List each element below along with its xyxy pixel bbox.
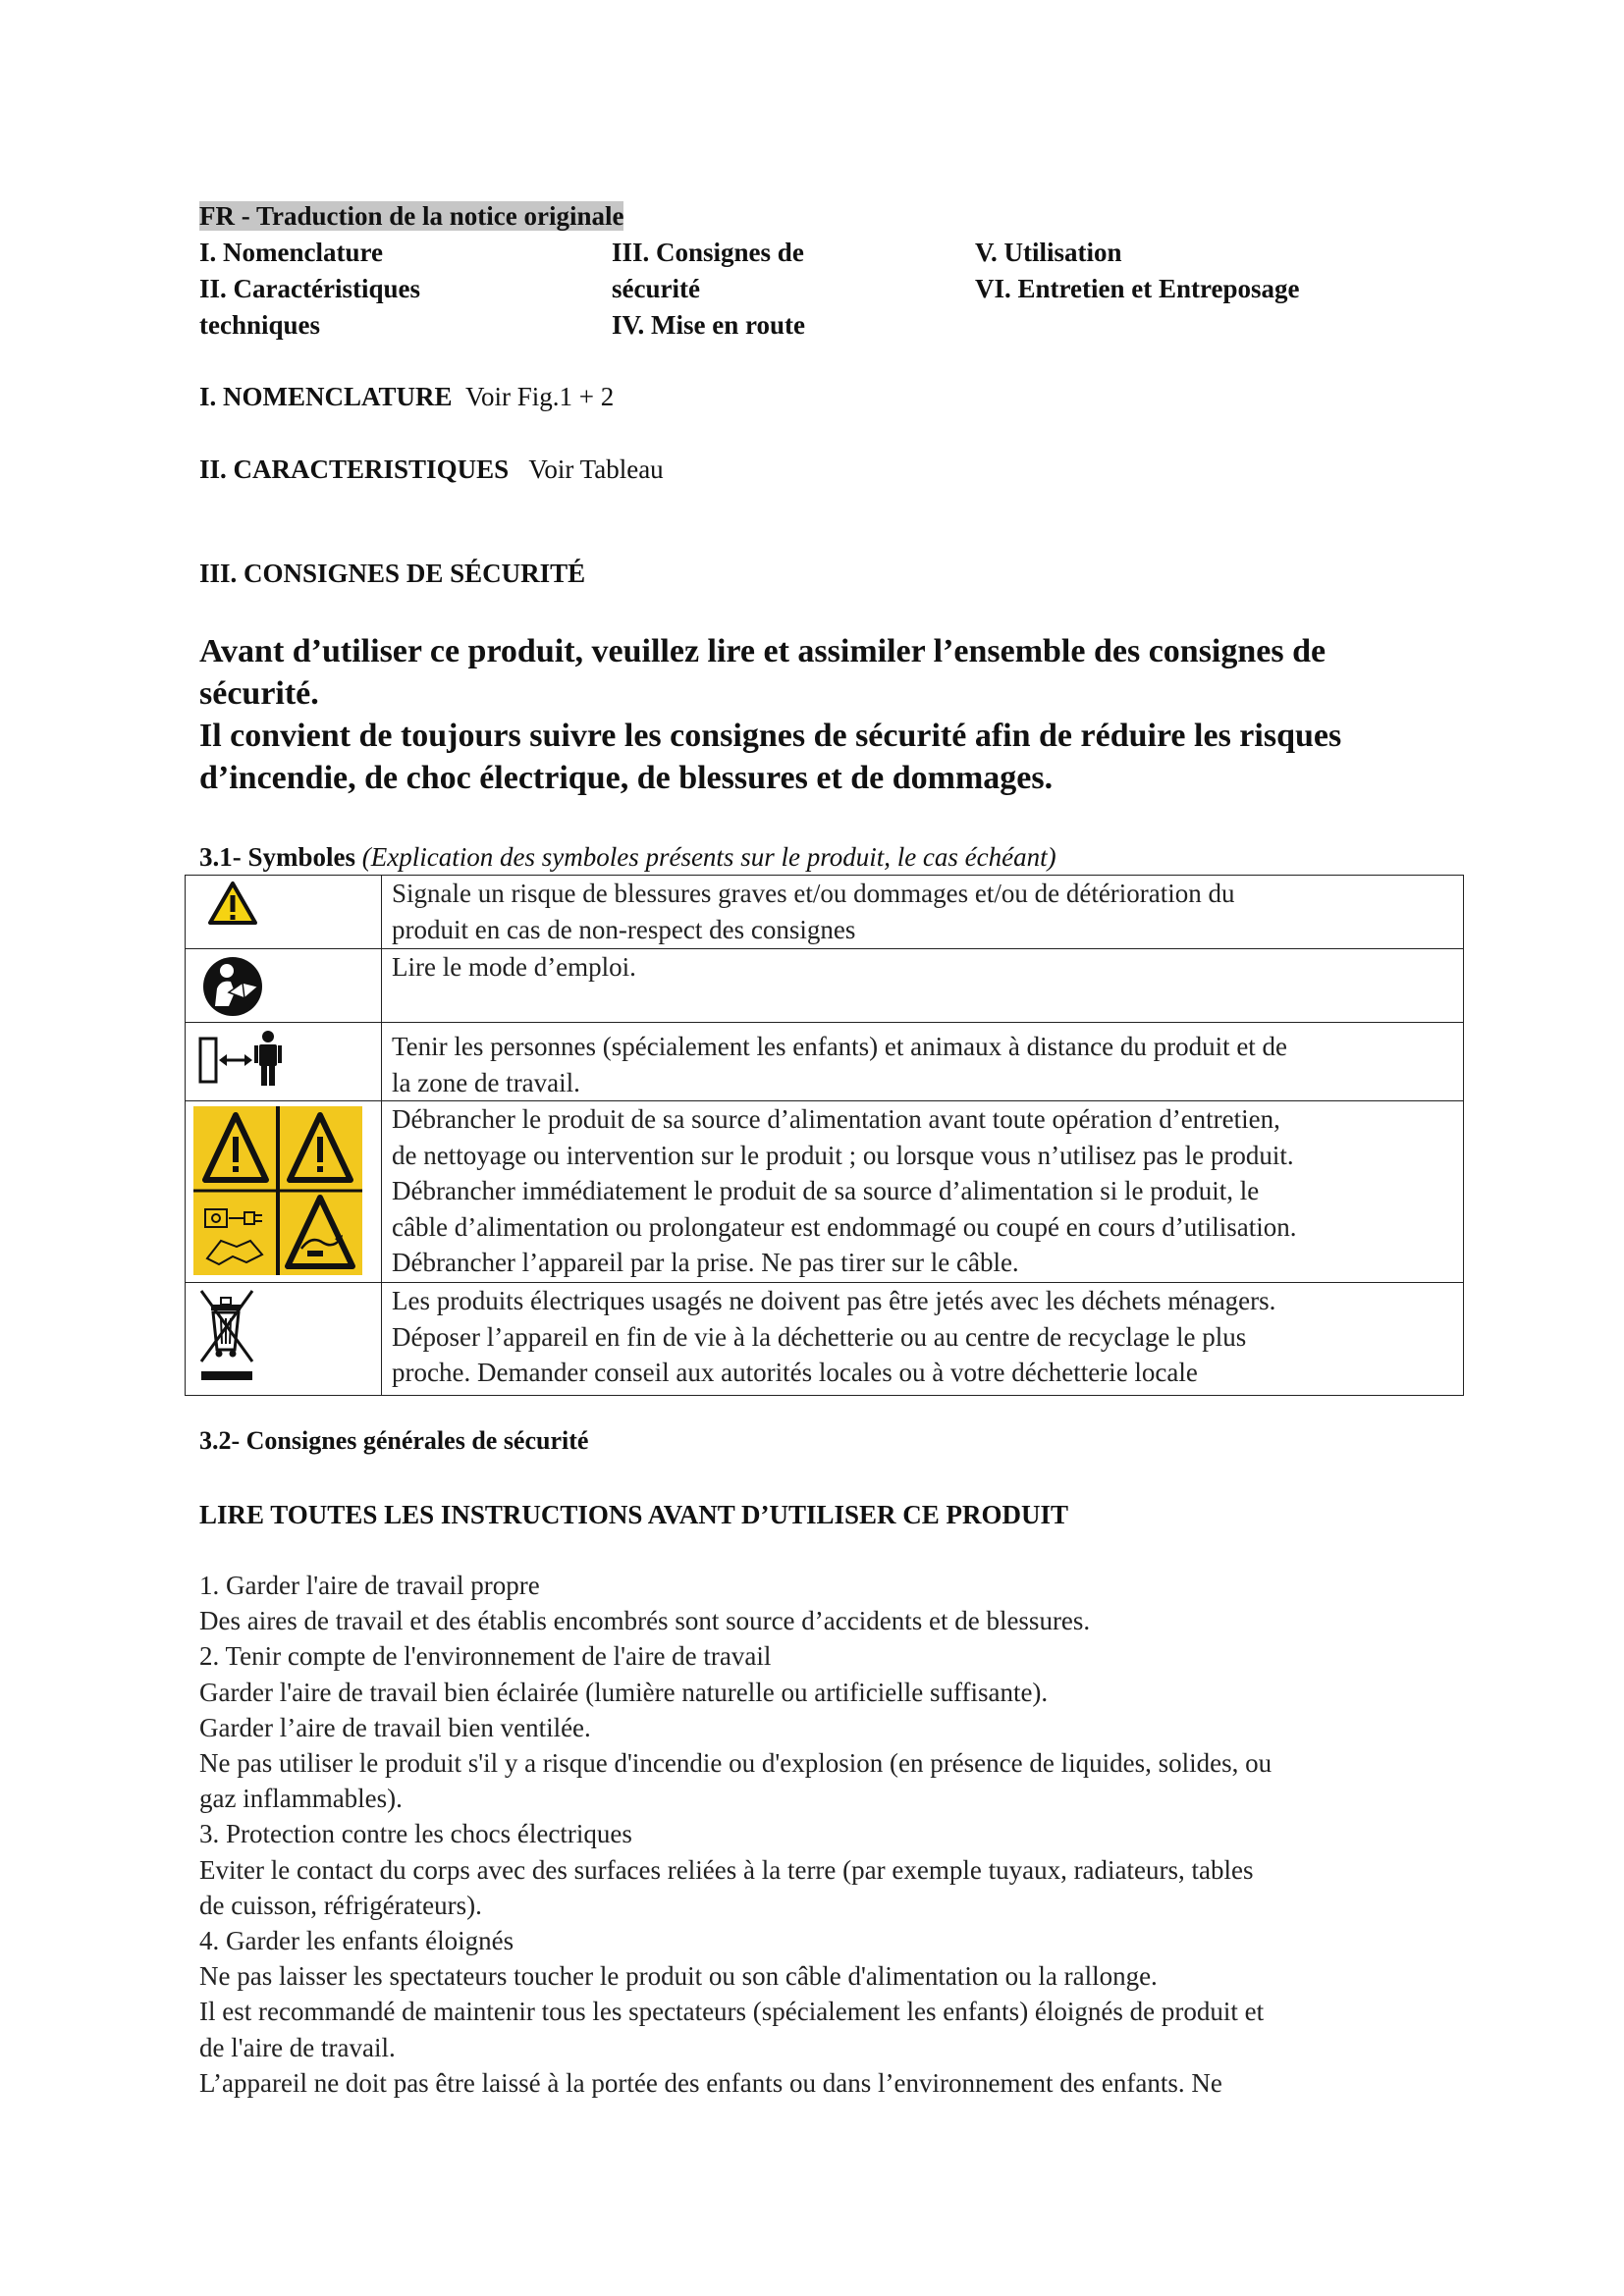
section-text: Voir Fig.1 + 2 — [465, 382, 615, 411]
body-line: gaz inflammables). — [199, 1784, 403, 1814]
symbol-description — [382, 1023, 1464, 1101]
symbol-description — [382, 949, 1464, 1023]
body-line: 2. Tenir compte de l'environnement de l'aire de travail — [199, 1641, 772, 1672]
symbol-cell — [186, 876, 382, 949]
body-line: de l'aire de travail. — [199, 2032, 396, 2062]
read-manual-icon — [186, 949, 381, 1022]
intro-line: Il convient de toujours suivre les consignes de sécurité afin de réduire les risques — [199, 718, 1342, 754]
intro-line: d’incendie, de choc électrique, de blessures et de dommages. — [199, 760, 1054, 796]
unplug-warning-icon — [186, 1101, 381, 1282]
intro-line: Avant d’utiliser ce produit, veuillez lire et assimiler l’ensemble des consignes de — [199, 633, 1326, 669]
symbols-heading: 3.1- Symboles — [199, 842, 356, 872]
table-row — [186, 1101, 1464, 1283]
body-line: 4. Garder les enfants éloignés — [199, 1926, 514, 1956]
read-instructions-heading: LIRE TOUTES LES INSTRUCTIONS AVANT D’UTILISER CE PRODUIT — [199, 1500, 1069, 1529]
table-row — [186, 1023, 1464, 1101]
general-safety-text — [199, 1568, 1272, 2101]
safety-intro — [199, 630, 1341, 799]
section-caracteristiques — [199, 452, 664, 487]
section-securite-heading: III. CONSIGNES DE SÉCURITÉ — [199, 559, 586, 588]
table-row — [186, 876, 1464, 949]
general-safety-heading: 3.2- Consignes générales de sécurité — [199, 1426, 589, 1455]
symbol-description — [382, 876, 1464, 949]
toc-item: III. Consignes de — [612, 238, 804, 267]
description-line: de nettoyage ou intervention sur le produit ; ou lorsque vous n’utilisez pas le produit. — [392, 1140, 1294, 1170]
toc-item: I. Nomenclature — [199, 238, 383, 267]
description-line: Débrancher le produit de sa source d’alimentation avant toute opération d’entretien, — [392, 1104, 1280, 1134]
toc-column-3 — [975, 235, 1299, 307]
body-line: 3. Protection contre les chocs électriques — [199, 1819, 632, 1849]
symbols-heading-line — [199, 840, 1056, 874]
table-row — [186, 1283, 1464, 1396]
description-line: Tenir les personnes (spécialement les enfants) et animaux à distance du produit et de — [392, 1032, 1288, 1061]
section-heading: II. CARACTERISTIQUES — [199, 454, 510, 484]
symbols-subtitle: (Explication des symboles présents sur le produit, le cas échéant) — [361, 842, 1056, 872]
description-line: Lire le mode d’emploi. — [392, 952, 636, 982]
description-line: Les produits électriques usagés ne doivent pas être jetés avec les déchets ménagers. — [392, 1286, 1276, 1315]
body-line: Il est recommandé de maintenir tous les spectateurs (spécialement les enfants) éloignés de produit et — [199, 1997, 1265, 2027]
toc-column-1 — [199, 235, 420, 344]
weee-bin-icon — [186, 1283, 381, 1395]
document-title — [199, 198, 623, 234]
description-line: Signale un risque de blessures graves et/ou dommages et/ou de détérioration du — [392, 879, 1235, 908]
body-line: Des aires de travail et des établis encombrés sont source d’accidents et de blessures. — [199, 1606, 1091, 1636]
section-nomenclature — [199, 379, 614, 414]
symbol-cell — [186, 1023, 382, 1101]
toc-item: V. Utilisation — [975, 238, 1122, 267]
description-line: Débrancher immédiatement le produit de sa source d’alimentation si le produit, le — [392, 1176, 1260, 1205]
toc-item: techniques — [199, 310, 321, 340]
symbol-description — [382, 1101, 1464, 1283]
keep-distance-icon — [186, 1023, 381, 1099]
symbol-cell — [186, 1283, 382, 1396]
table-row — [186, 949, 1464, 1023]
title-highlight: FR - Traduction de la notice originale — [199, 201, 624, 231]
section-text: Voir Tableau — [528, 454, 664, 484]
body-line: Ne pas utiliser le produit s'il y a risque d'incendie ou d'explosion (en présence de liquides, solides, ou — [199, 1748, 1272, 1779]
description-line: Déposer l’appareil en fin de vie à la déchetterie ou au centre de recyclage le plus — [392, 1321, 1247, 1352]
toc-item: sécurité — [612, 274, 700, 303]
description-line: Débrancher l’appareil par la prise. Ne pas tirer sur le câble. — [392, 1248, 1019, 1277]
body-line: 1. Garder l'aire de travail propre — [199, 1571, 540, 1600]
description-line: proche. Demander conseil aux autorités locales ou à votre déchetterie locale — [392, 1358, 1198, 1387]
description-line: câble d’alimentation ou prolongateur est endommagé ou coupé en cours d’utilisation. — [392, 1211, 1297, 1242]
toc-column-2 — [612, 235, 805, 344]
symbol-description — [382, 1283, 1464, 1396]
body-line: Garder l’aire de travail bien ventilée. — [199, 1712, 591, 1742]
body-line: L’appareil ne doit pas être laissé à la portée des enfants ou dans l’environnement des enfants. Ne — [199, 2067, 1222, 2098]
toc-item: VI. Entretien et Entreposage — [975, 274, 1300, 303]
body-line: Ne pas laisser les spectateurs toucher le produit ou son câble d'alimentation ou la rallonge. — [199, 1961, 1158, 1992]
body-line: de cuisson, réfrigérateurs). — [199, 1890, 482, 1920]
toc-item: II. Caractéristiques — [199, 274, 420, 303]
symbol-cell — [186, 1101, 382, 1283]
body-line: Eviter le contact du corps avec des surfaces reliées à la terre (par exemple tuyaux, radiateurs, tables — [199, 1854, 1254, 1885]
symbol-cell — [186, 949, 382, 1023]
toc-item: IV. Mise en route — [612, 310, 805, 340]
description-line: produit en cas de non-respect des consignes — [392, 914, 856, 944]
symbols-table — [185, 875, 1464, 1396]
warning-triangle-icon — [186, 876, 381, 948]
description-line: la zone de travail. — [392, 1067, 580, 1097]
body-line: Garder l'aire de travail bien éclairée (lumière naturelle ou artificielle suffisante). — [199, 1677, 1049, 1707]
section-heading: I. NOMENCLATURE — [199, 382, 453, 411]
intro-line: sécurité. — [199, 675, 319, 712]
